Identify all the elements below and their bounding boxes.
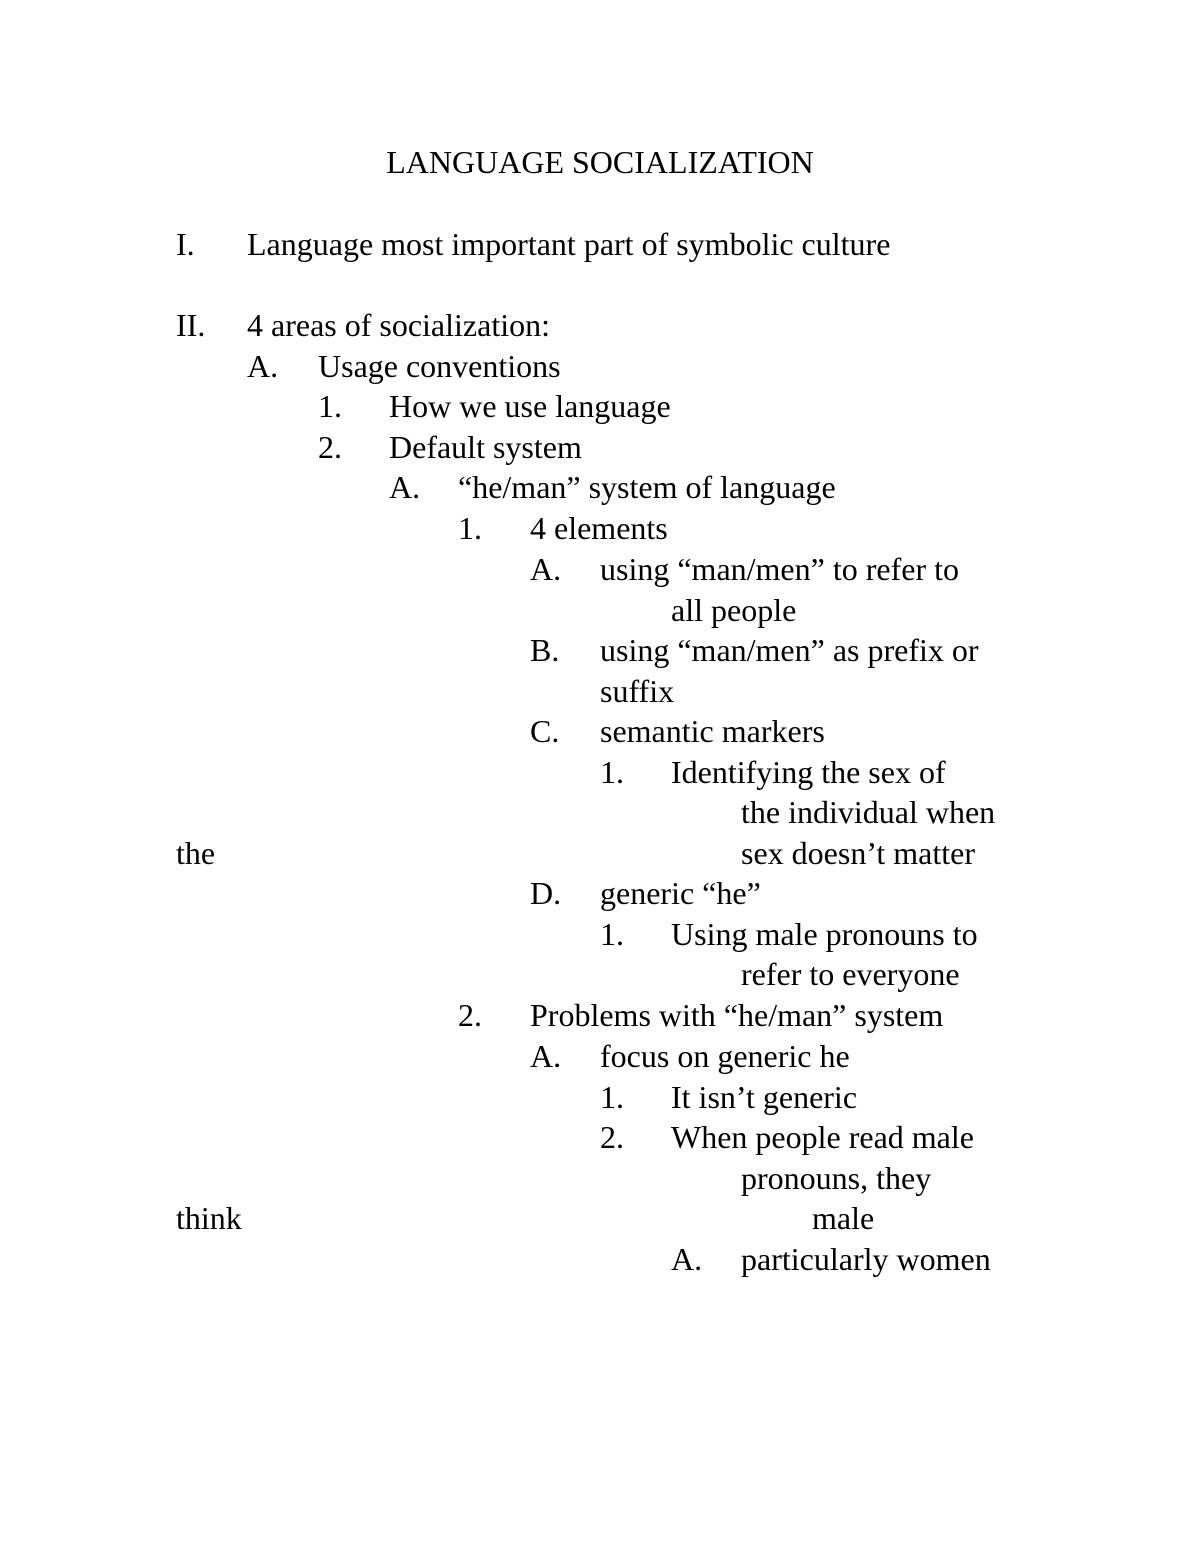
outline-marker: 1. xyxy=(600,1079,624,1115)
outline-marker: C. xyxy=(530,713,560,749)
outline-text-continued: suffix xyxy=(600,673,675,709)
outline-marker: A. xyxy=(530,551,562,587)
outline-text: focus on generic he xyxy=(600,1038,850,1074)
outline-marker: D. xyxy=(530,875,562,911)
outline-text: Identifying the sex of xyxy=(671,754,946,790)
outline-text: Language most important part of symbolic culture xyxy=(247,226,891,262)
outline-text-continued: male xyxy=(812,1200,875,1236)
outline-text-continued: refer to everyone xyxy=(741,956,960,992)
outline-text: Using male pronouns to xyxy=(671,916,978,952)
outline-text: semantic markers xyxy=(600,713,825,749)
outline-marker: 1. xyxy=(600,916,624,952)
outline-text: When people read male xyxy=(671,1119,974,1155)
outline-marker: II. xyxy=(176,307,206,343)
outline-text: using “man/men” as prefix or xyxy=(600,632,979,668)
outline-text: Problems with “he/man” system xyxy=(530,997,944,1033)
outline-text-continued: sex doesn’t matter xyxy=(741,835,976,871)
outline-marker: A. xyxy=(247,348,279,384)
outline-text: It isn’t generic xyxy=(671,1079,858,1115)
outline-text: “he/man” system of language xyxy=(458,469,836,505)
outline-text-continued: the individual when xyxy=(741,794,996,830)
outline-marker: 1. xyxy=(458,510,482,546)
outline-marker: A. xyxy=(530,1038,562,1074)
outline-text-continued: all people xyxy=(671,592,797,628)
outline-marker: I. xyxy=(176,226,195,262)
outline-marker: 1. xyxy=(318,388,342,424)
outline-text: 4 elements xyxy=(530,510,668,546)
outline-marker: 2. xyxy=(318,429,342,465)
stray-word: think xyxy=(176,1200,242,1236)
outline-marker: 2. xyxy=(600,1119,624,1155)
outline-text: Usage conventions xyxy=(318,348,561,384)
outline-marker: 2. xyxy=(458,997,482,1033)
outline-marker: A. xyxy=(671,1241,703,1277)
page-title: LANGUAGE SOCIALIZATION xyxy=(386,144,814,180)
outline-text: Default system xyxy=(389,429,582,465)
stray-word: the xyxy=(176,835,216,871)
outline-text: 4 areas of socialization: xyxy=(247,307,550,343)
outline-text: generic “he” xyxy=(600,875,761,911)
outline-text: using “man/men” to refer to xyxy=(600,551,959,587)
outline-text-continued: pronouns, they xyxy=(741,1160,932,1196)
outline-marker: 1. xyxy=(600,754,624,790)
outline-text: How we use language xyxy=(389,388,671,424)
outline-text: particularly women xyxy=(741,1241,991,1277)
outline-marker: B. xyxy=(530,632,560,668)
outline-marker: A. xyxy=(389,469,421,505)
